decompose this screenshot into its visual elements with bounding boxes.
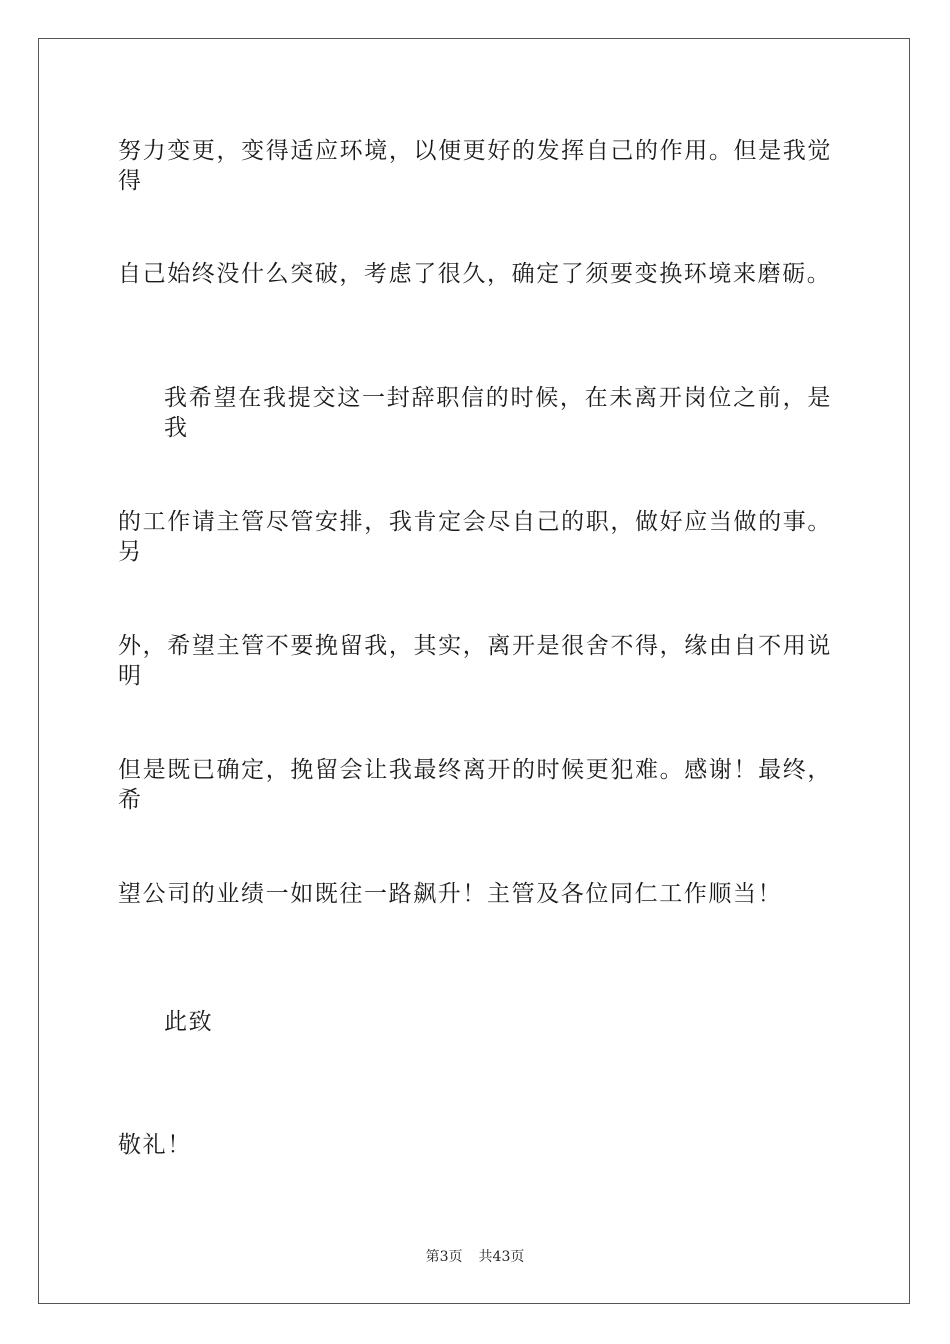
closing-salutation: 此致: [164, 1009, 214, 1035]
closing-regards: 敬礼！: [118, 1132, 192, 1158]
paragraph-line-6: 但是既已确定，挽留会让我最终离开的时候更犯难。感谢！最终，希: [118, 757, 832, 813]
paragraph-line-4: 的工作请主管尽管安排，我肯定会尽自己的职，做好应当做的事。另: [118, 509, 832, 565]
page-footer: [0, 1248, 950, 1266]
page-number: 第3页: [425, 1249, 463, 1265]
page-border: [38, 38, 910, 1304]
page-total: 共43页: [478, 1249, 525, 1265]
paragraph-line-3: 我希望在我提交这一封辞职信的时候，在未离开岗位之前，是我: [164, 385, 832, 441]
paragraph-line-7: 望公司的业绩一如既往一路飙升！主管及各位同仁工作顺当！: [118, 881, 783, 907]
paragraph-line-2: 自己始终没什么突破，考虑了很久，确定了须要变换环境来磨砺。: [118, 261, 832, 287]
paragraph-line-5: 外，希望主管不要挽留我，其实，离开是很舍不得，缘由自不用说明: [118, 633, 832, 689]
paragraph-line-1: 努力变更，变得适应环境，以便更好的发挥自己的作用。但是我觉得: [118, 138, 832, 194]
